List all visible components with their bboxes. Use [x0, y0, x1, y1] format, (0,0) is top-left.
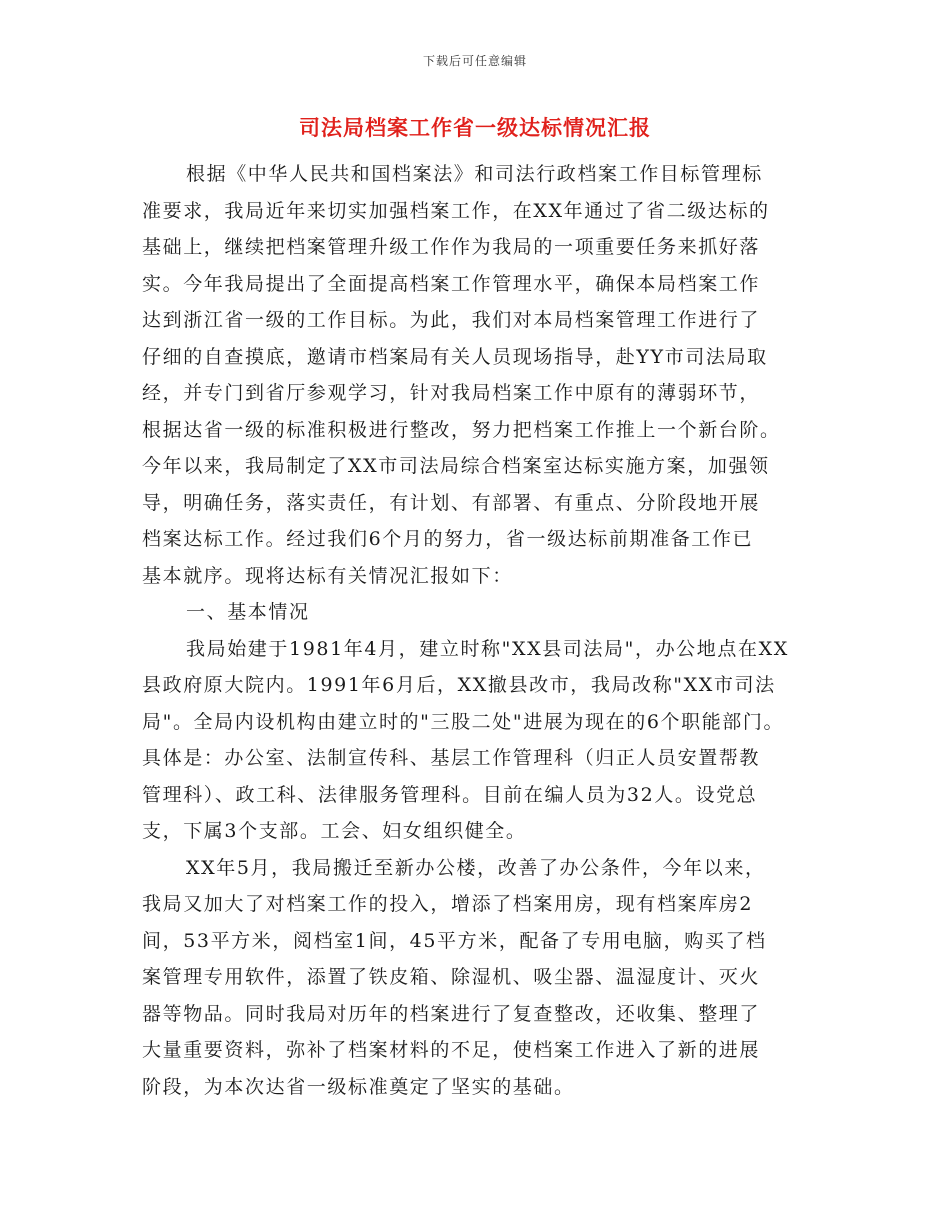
text-line: 仔细的自查摸底，邀请市档案局有关人员现场指导，赴YY市司法局取 — [142, 345, 768, 368]
text-line: 准要求，我局近年来切实加强档案工作，在XX年通过了省二级达标的 — [142, 199, 770, 222]
text-line: 支，下属3个支部。工会、妇女组织健全。 — [142, 820, 527, 842]
document-title: 司法局档案工作省一级达标情况汇报 — [299, 115, 651, 140]
text-line: 管理科）、政工科、法律服务管理科。目前在编人员为32人。设党总 — [142, 783, 758, 806]
document-body — [142, 156, 822, 1105]
text-line: XX年5月，我局搬迁至新办公楼，改善了办公条件，今年以来， — [186, 856, 766, 879]
text-line: 局"。全局内设机构由建立时的"三股二处"进展为现在的6个职能部门。 — [142, 710, 785, 733]
text-line: 县政府原大院内。1991年6月后，XX撤县改市，我局改称"XX市司法 — [142, 674, 776, 696]
text-line: 档案达标工作。经过我们6个月的努力，省一级达标前期准备工作已 — [142, 528, 754, 550]
text-line: 基础上，继续把档案管理升级工作作为我局的一项重要任务来抓好落 — [142, 236, 761, 258]
text-line: 我局始建于1981年4月，建立时称"XX县司法局"，办公地点在XX — [186, 637, 789, 660]
text-line: 间，53平方米，阅档室1间，45平方米，配备了专用电脑，购买了档 — [142, 929, 767, 952]
text-line: 一、基本情况 — [186, 601, 310, 623]
text-line: 阶段，为本次达省一级标准奠定了坚实的基础。 — [142, 1075, 575, 1098]
text-line: 实。今年我局提出了全面提高档案工作管理水平，确保本局档案工作 — [142, 272, 761, 295]
text-line: 案管理专用软件，添置了铁皮箱、除湿机、吸尘器、温湿度计、灭火 — [142, 966, 761, 988]
header-note: 下载后可任意编辑 — [422, 54, 527, 68]
text-line: 我局又加大了对档案工作的投入，增添了档案用房，现有档案库房2 — [142, 893, 754, 915]
text-line: 基本就序。现将达标有关情况汇报如下： — [142, 564, 513, 587]
text-line: 今年以来，我局制定了XX市司法局综合档案室达标实施方案，加强领 — [142, 455, 770, 477]
text-line: 具体是：办公室、法制宣传科、基层工作管理科（归正人员安置帮教 — [142, 747, 761, 769]
text-line: 大量重要资料，弥补了档案材料的不足，使档案工作进入了新的进展 — [142, 1039, 761, 1061]
text-line: 经，并专门到省厅参观学习，针对我局档案工作中原有的薄弱环节， — [142, 382, 761, 404]
text-line: 导，明确任务，落实责任，有计划、有部署、有重点、分阶段地开展 — [142, 491, 761, 514]
text-line: 器等物品。同时我局对历年的档案进行了复查整改，还收集、整理了 — [142, 1002, 761, 1025]
text-line: 根据达省一级的标准积极进行整改，努力把档案工作推上一个新台阶。 — [142, 418, 781, 441]
text-line: 根据《中华人民共和国档案法》和司法行政档案工作目标管理标 — [186, 163, 763, 185]
text-line: 达到浙江省一级的工作目标。为此，我们对本局档案管理工作进行了 — [142, 309, 761, 331]
